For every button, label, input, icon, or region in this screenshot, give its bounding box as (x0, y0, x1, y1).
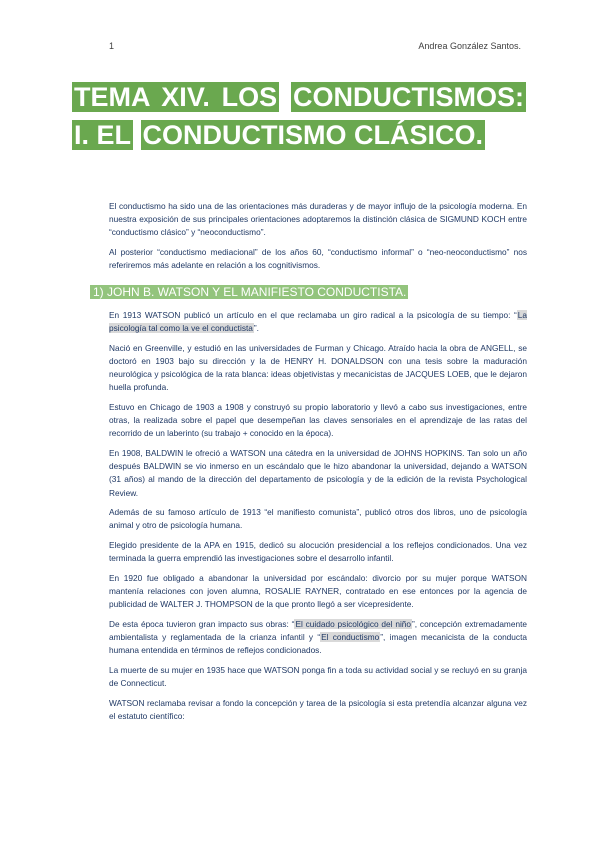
paragraph (109, 618, 527, 658)
section-heading (90, 284, 408, 301)
paragraph-text: De esta época tuvieron gran impacto sus obras: “ (109, 618, 295, 629)
title-line-1: TEMA XIV. LOS (74, 82, 278, 112)
section-heading-text: 1) JOHN B. WATSON Y EL MANIFIESTO CONDUCTISTA. (90, 285, 408, 299)
page-title (72, 78, 526, 154)
highlighted-title: El conductismo (321, 632, 380, 642)
intro-paragraph-2: Al posterior “conductismo mediacional” de los años 60, “conductismo informal” o “neo-neoconductismo” nos referiremos más adelante en relación a los cognitivismos. (109, 247, 527, 271)
paragraph: WATSON reclamaba revisar a fondo la concepción y tarea de la psicología si esta pretendía alcanzar alguna vez el estatuto científico: (109, 697, 527, 721)
paragraph-text: En 1913 WATSON publicó un artículo en el que reclamaba un giro radical a la psicología de su tiempo: “ (109, 310, 517, 320)
paragraph: Además de su famoso artículo de 1913 “el manifiesto comunista”, publicó otros dos libros, uno de psicología animal y otro de psicología humana. (109, 507, 527, 531)
paragraph-text: ”, concepción extremadamente ambientalista y reglamentada de la crianza infantil y “ (109, 618, 527, 642)
paragraph: En 1908, BALDWIN le ofreció a WATSON una cátedra en la universidad de JOHNS HOPKINS. Tan solo un año después BALDWIN se vio inmerso en un escándalo que le hizo abandonar la universidad, dejando a WATSON (31 años) al mando de la dirección del departamento de psicología y de la edición de la revista Psychological Review. (109, 448, 527, 498)
paragraph-text: ”, imagen mecanicista de la conducta humana entendida en términos de reflejos condicionados. (109, 632, 527, 656)
paragraph: Nació en Greenville, y estudió en las universidades de Furman y Chicago. Atraído hacia la obra de ANGELL, se doctoró en 1903 bajo su dirección y la de HENRY H. DONALDSON con una tesis sobre la maduración neurológica y psicológica de la rata blanca: ideas objetivistas y mecanicistas de JACQUES LOEB, que le dejaron huella profunda. (109, 342, 527, 393)
intro-block (109, 200, 527, 279)
section-body (109, 309, 527, 729)
highlighted-title: La psicología tal como la ve el conductista (109, 310, 527, 334)
paragraph-text: ”. (253, 323, 259, 334)
paragraph (109, 309, 527, 335)
paragraph: La muerte de su mujer en 1935 hace que WATSON ponga fin a toda su actividad social y se recluyó en su granja de Connecticut. (109, 664, 527, 688)
author-name: Andrea González Santos. (418, 41, 521, 51)
title-line-2: CONDUCTISMOS: I. EL (74, 82, 524, 150)
paragraph: Estuvo en Chicago de 1903 a 1908 y construyó su propio laboratorio y llevó a cabo sus investigaciones, entre otras, la realizada sobre el papel que desempeñan las claves sensoriales en el aprendizaje de las ratas del recorrido de un laberinto (su trabajo + conocido en la época). (109, 402, 527, 439)
title-line-3: CONDUCTISMO CLÁSICO. (142, 120, 484, 150)
highlighted-title: El cuidado psicológico del niño (295, 618, 412, 629)
intro-paragraph-1: El conductismo ha sido una de las orientaciones más duraderas y de mayor influjo de la psicología moderna. En nuestra exposición de sus principales orientaciones adoptaremos la distinción clásica de SIGMUND KOCH entre “conductismo clásico” y “neoconductismo”. (109, 201, 527, 238)
paragraph: En 1920 fue obligado a abandonar la universidad por escándalo: divorcio por su mujer porque WATSON mantenía relaciones con joven alumna, ROSALIE RAYNER, contratado en ese entonces por la agencia de publicidad de WALTER J. THOMPSON de la que pronto llegó a ser vicepresidente. (109, 572, 527, 610)
page-number: 1 (109, 41, 115, 51)
paragraph: Elegido presidente de la APA en 1915, dedicó su alocución presidencial a los reflejos condicionados. Una vez terminada la guerra emprendió las investigaciones sobre el desarrollo infantil. (109, 540, 527, 564)
